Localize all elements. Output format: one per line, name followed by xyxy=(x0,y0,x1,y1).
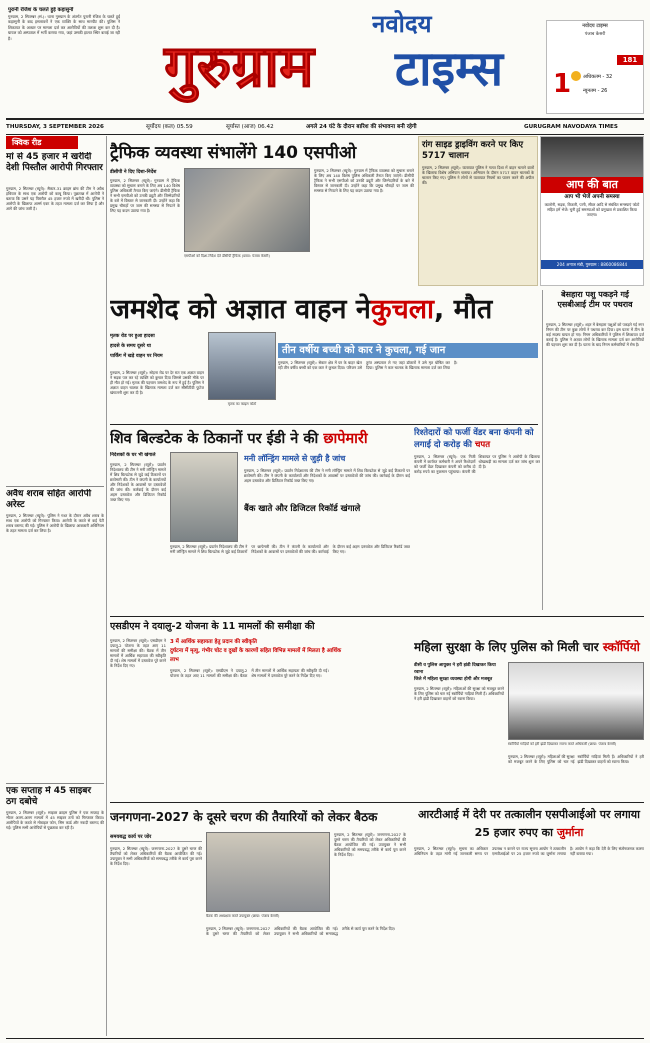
sunrise: सूर्योदय (कल) 05.59 xyxy=(146,124,193,130)
lead-headline: ट्रैफिक व्यवस्था संभालेंगे 140 एसपीओ xyxy=(110,143,357,163)
aap-ki-baat-image xyxy=(541,137,643,177)
top-left-headline: पुरानी रंजिश के चलते हुई कहासुनी xyxy=(8,7,74,13)
ed-text-col1: गुरुग्राम, 2 सितम्बर (ब्यूरो): प्रवर्तन निदेशालय की टीम ने मनी लॉन्ड्रिंग मामले में शिव बिल्डटेक से जुड़े कई ठिकानों पर छापेमारी की। टीम ने कंपनी के कार्यालयों और निदेशकों के आवासों पर दस्तावेजों की जांच की। कार्रवाई के दौरान कई अहम दस्तावेज और डिजिटल रिकॉर्ड जब्त किए गए। xyxy=(110,462,166,502)
top-left-text: गुरुग्राम, 2 सितम्बर (सं.): थाना गुरुग्राम के अंतर्गत पुरानी रंजिश के चलते हुई कहासुनी के बाद हमलावरों ने एक व्यक्ति के साथ मारपीट की। पुलिस ने शिकायत के आधार पर मामला दर्ज कर आरोपियों की तलाश शुरू कर दी है। घायल को अस्पताल में भर्ती कराया गया, जहां उसकी हालत स्थिर बताई जा रही है। xyxy=(8,14,120,41)
women-bullet: जिले में महिला सुरक्षा व्यवस्था होगी और मजबूत xyxy=(414,677,493,682)
lead-text-col2: गुरुग्राम, 2 सितम्बर (ब्यूरो): गुरुग्राम में ट्रैफिक व्यवस्था को सुचारू बनाने के लिए अब 140 विशेष पुलिस अधिकारी तैनात किए जाएंगे। डीसीपी ट्रैफिक ने सभी एसपीओ को उनकी ड्यूटी और जिम्मेदारियों के बारे में विस्तार से जानकारी दी। उन्होंने कहा कि प्रमुख चौराहों पर जाम की समस्या से निपटने के लिए यह कदम उठाया गया है। xyxy=(314,168,414,193)
rti-headline-red: जुर्माना xyxy=(556,826,584,839)
challan-text: गुरुग्राम, 2 सितम्बर (ब्यूरो): यातायात पुलिस ने गलत दिशा में वाहन चलाने वालों के खिलाफ विशेष अभियान चलाया। अभियान के दौरान 5717 वाहन चालकों के चालान किए गए। पुलिस ने लोगों से यातायात नियमों का पालन करने की अपील की। xyxy=(422,165,534,185)
bribe-text: गुरुग्राम, 2 सितम्बर (ब्यूरो): एक निजी कंपनी में कार्यरत कर्मचारी ने अपने रिश्तेदारों को फर्जी वेंडर दिखाकर कंपनी को करीब दो करोड़ रुपये का नुकसान पहुंचाया। कंपनी की शिकायत पर पुलिस ने आरोपी के खिलाफ धोखाधड़ी का मामला दर्ज कर जांच शुरू कर दी है। xyxy=(414,454,540,474)
main-photo xyxy=(208,332,276,400)
lead-photo xyxy=(184,168,310,252)
aap-ki-baat-title: आप की बात xyxy=(541,177,643,193)
right-story-headline: बेसहारा पशु पकड़ने गई एसबीआई टीम पर पथराव xyxy=(557,290,633,309)
quick-read-item-title: एक सप्ताह में 45 साइबर ठग दबोचे xyxy=(6,786,92,807)
edition-label: नवोदय टाइम्स xyxy=(582,23,608,29)
lead-subhead: डीसीपी ने दिए दिशा-निर्देश xyxy=(110,170,157,175)
sunset: सूर्यास्त (आज) 06.42 xyxy=(226,124,274,130)
lead-photo-caption: एसपीओ को दिशा-निर्देश देते डीसीपी ट्रैफिक (छाया: पंजाब केसरी) xyxy=(184,254,270,258)
weather-box xyxy=(546,20,644,114)
adm-bullet: दुर्घटना में मृत्यु, गंभीर चोट व दुखों के कारणों सहित विभिन्न मामलों में मिलता है आर्थिक लाभ xyxy=(170,648,342,663)
main-text: गुरुग्राम, 2 सितम्बर (ब्यूरो): सोहना रोड पर देर रात एक अज्ञात वाहन ने सड़क पार कर रहे व्यक्ति को कुचल दिया जिससे उसकी मौके पर ही मौत हो गई। मृतक की पहचान जमशेद के रूप में हुई है। पुलिस ने अज्ञात वाहन चालक के खिलाफ मामला दर्ज कर सीसीटीवी फुटेज खंगालनी शुरू कर दी है। xyxy=(110,370,204,395)
bribe-headline-part1: रिश्तेदारों को फर्जी वेंडर बना कंपनी को लगाई दो करोड़ की xyxy=(414,428,534,450)
census-text-col3: गुरुग्राम, 2 सितम्बर (ब्यूरो): जनगणना-2027 के दूसरे चरण की तैयारियों को लेकर अधिकारियों की बैठक आयोजित की गई। उपायुक्त ने सभी अधिकारियों को समयबद्ध तरीके से कार्य पूरा करने के निर्देश दिए। xyxy=(334,832,406,857)
main-headline-red: कुचला xyxy=(370,294,435,325)
challan-headline: रांग साइड ड्राइविंग करने पर किए 5717 चालान xyxy=(422,140,524,161)
women-headline xyxy=(414,635,644,659)
main-bullet: पार्किंग में खड़े वाहन पर नियम xyxy=(110,354,163,359)
bribe-headline-red: चपत xyxy=(474,440,491,450)
main-bullet: हादसे के समय दूसरे था xyxy=(110,344,151,349)
women-bullet: डीसी व पुलिस आयुक्त ने हरी झंडी दिखाकर किया रवाना xyxy=(414,663,496,675)
ed-subhead: मनी लॉन्ड्रिंग मामले से जुड़ी है जांच xyxy=(244,454,346,463)
section-rule xyxy=(110,424,538,425)
quick-read-item xyxy=(6,486,104,783)
women-headline-red: स्कॉर्पियो xyxy=(602,640,640,654)
quick-read-item-text: गुरुग्राम, 2 सितम्बर (ब्यूरो): साइबर क्राइम पुलिस ने एक सप्ताह के भीतर अलग-अलग मामलों में 45 साइबर ठगों को गिरफ्तार किया। आरोपियों के कब्जे से मोबाइल फोन, सिम कार्ड और नकदी बरामद की गई। पुलिस सभी आरोपियों से पूछताछ कर रही है। xyxy=(6,810,104,830)
aap-ki-baat-text: कालोनी, सड़क, बिजली, पानी, सीवर आदि से संबंधित समस्याएं फोटो सहित हमें भेजें। चुनी हुई समस्याओं को प्रमुखता से प्रकाशित किया जाएगा। xyxy=(544,202,640,217)
ed-headline-red: छापेमारी xyxy=(323,431,368,447)
masthead-title: गुरुग्राम xyxy=(164,32,314,100)
lead-text: गुरुग्राम, 2 सितम्बर (ब्यूरो): गुरुग्राम में ट्रैफिक व्यवस्था को सुचारू बनाने के लिए अब 140 विशेष पुलिस अधिकारी तैनात किए जाएंगे। डीसीपी ट्रैफिक ने सभी एसपीओ को उनकी ड्यूटी और जिम्मेदारियों के बारे में विस्तार से जानकारी दी। उन्होंने कहा कि प्रमुख चौराहों पर जाम की समस्या से निपटने के लिए यह कदम उठाया गया है। xyxy=(110,178,180,213)
right-column-story xyxy=(542,290,644,610)
ed-text-col3: गुरुग्राम, 2 सितम्बर (ब्यूरो): प्रवर्तन निदेशालय की टीम ने मनी लॉन्ड्रिंग मामले में शिव बिल्डटेक से जुड़े कई ठिकानों पर छापेमारी की। टीम ने कंपनी के कार्यालयों और निदेशकों के आवासों पर दस्तावेजों की जांच की। कार्रवाई के दौरान कई अहम दस्तावेज और डिजिटल रिकॉर्ड जब्त किए गए। xyxy=(170,544,410,554)
main-bullets xyxy=(110,332,204,368)
women-photo xyxy=(508,662,644,740)
weather-label: पंजाब केसरी xyxy=(584,32,606,37)
ed-headline-part1: शिव बिल्डटेक के ठिकानों पर ईडी ने की xyxy=(110,431,319,447)
adm-headline: एसडीएम ने दयालु-2 योजना के 11 मामलों की समीक्षा की xyxy=(110,621,315,632)
brand-top: नवोदय xyxy=(372,10,432,38)
rain-note: अगले 24 घंटे के दौरान बारिश की संभावना बनी रहेगी xyxy=(306,124,417,130)
quick-read-label: क्विक रीड xyxy=(6,136,78,149)
quick-read-item-text: गुरुग्राम, 2 सितम्बर (ब्यूरो): सैक्टर-31 क्राइम ब्रांच की टीम ने अवैध हथियार के साथ एक आरोपी को काबू किया। पूछताछ में आरोपी ने बताया कि उसने यह पिस्तौल 45 हजार रुपये में खरीदी थी। पुलिस ने आरोपी के खिलाफ आर्म्स एक्ट के तहत मामला दर्ज कर लिया है और आगे की जांच जारी है। xyxy=(6,186,104,211)
ed-bank-headline: बैंक खाते और डिजिटल रिकॉर्ड खंगाले xyxy=(244,504,361,514)
child-headline: तीन वर्षीय बच्ची को कार ने कुचला, गई जान xyxy=(278,343,538,358)
aap-ki-baat-subtitle: आप भी भेजें अपनी समस्या xyxy=(564,194,620,200)
women-headline-part1: महिला सुरक्षा के लिए पुलिस को मिली चार xyxy=(414,640,599,654)
paper-name: GURUGRAM NAVODAYA TIMES xyxy=(524,124,618,130)
women-text-col2: गुरुग्राम, 2 सितम्बर (ब्यूरो): महिलाओं की सुरक्षा को मजबूत करने के लिए पुलिस को चार नई स्कॉर्पियो गाड़ियां मिली हैं। अधिकारियों ने हरी झंडी दिखाकर वाहनों को रवाना किया। xyxy=(508,754,644,764)
quick-read-item xyxy=(6,152,104,486)
census-photo xyxy=(206,832,330,912)
adm-text-cols: गुरुग्राम, 2 सितम्बर (ब्यूरो): एसडीएम ने दयालु-2 योजना के तहत आए 11 मामलों की समीक्षा की। बैठक में तीन मामलों में आर्थिक सहायता की स्वीकृति दी गई। शेष मामलों में दस्तावेज पूरे करने के निर्देश दिए गए। xyxy=(170,668,329,678)
census-text: गुरुग्राम, 2 सितम्बर (ब्यूरो): जनगणना-2027 के दूसरे चरण की तैयारियों को लेकर अधिकारियों की बैठक आयोजित की गई। उपायुक्त ने सभी अधिकारियों को समयबद्ध तरीके से कार्य पूरा करने के निर्देश दिए। xyxy=(110,846,202,866)
column-divider xyxy=(106,136,107,1036)
rti-headline-part1: आरटीआई में देरी पर तत्कालीन एसपीआईओ पर लगाया 25 हजार रुपए का xyxy=(417,808,641,839)
women-text: गुरुग्राम, 2 सितम्बर (ब्यूरो): महिलाओं की सुरक्षा को मजबूत करने के लिए पुलिस को चार नई स्कॉर्पियो गाड़ियां मिली हैं। अधिकारियों ने हरी झंडी दिखाकर वाहनों को रवाना किया। xyxy=(414,686,504,701)
right-story-text: गुरुग्राम, 2 सितम्बर (ब्यूरो): शहर में बेसहारा पशुओं को पकड़ने गई नगर निगम की टीम पर कुछ लोगों ने पथराव कर दिया। इस घटना में टीम के कई सदस्य घायल हो गए। निगम अधिकारियों ने पुलिस में शिकायत दर्ज कराई है। पुलिस ने अज्ञात लोगों के खिलाफ मामला दर्ज कर आरोपियों की पहचान शुरू कर दी है। घटना के बाद निगम कर्मचारियों में रोष है। xyxy=(546,322,644,347)
adm-bullets xyxy=(170,638,350,666)
bribe-headline xyxy=(414,427,540,451)
quick-read-column xyxy=(6,136,104,1036)
weather-day: 1 xyxy=(553,69,572,99)
ed-headline xyxy=(110,427,410,451)
rti-text: गुरुग्राम, 2 सितम्बर (ब्यूरो): सूचना का अधिकार अधिनियम के तहत मांगी गई जानकारी समय पर उपलब्ध न कराने पर राज्य सूचना आयोग ने तत्कालीन एसपीआईओ पर 25 हजार रुपये का जुर्माना लगाया है। आयोग ने कहा कि देरी के लिए संतोषजनक कारण नहीं बताया गया। xyxy=(414,846,644,856)
aap-ki-baat-box xyxy=(540,136,644,286)
weather-pages-badge: 181 xyxy=(617,55,643,65)
main-headline-part1: जमशेद को अज्ञात वाहन ने xyxy=(110,294,371,325)
census-text-cols: गुरुग्राम, 2 सितम्बर (ब्यूरो): जनगणना-2027 के दूसरे चरण की तैयारियों को लेकर अधिकारियों की बैठक आयोजित की गई। उपायुक्त ने सभी अधिकारियों को समयबद्ध तरीके से कार्य पूरा करने के निर्देश दिए। xyxy=(206,926,396,936)
issue-date: THURSDAY, 3 SEPTEMBER 2026 xyxy=(6,124,104,130)
main-headline xyxy=(110,290,538,330)
brand-bottom: टाइम्स xyxy=(394,41,504,97)
women-photo-caption: स्कॉर्पियो गाड़ियों को हरी झंडी दिखाकर रवाना करते अधिकारी (छाया: पंजाब केसरी) xyxy=(508,742,617,746)
quick-read-item-title: अवैध शराब सहित आरोपी अरेस्ट xyxy=(6,489,92,510)
date-bar-rule xyxy=(6,134,644,135)
quick-read-item-text: गुरुग्राम, 2 सितम्बर (ब्यूरो): पुलिस ने गश्त के दौरान अवैध शराब के साथ एक आरोपी को गिरफ्तार किया। आरोपी के कब्जे से कई पेटी शराब बरामद की गई। पुलिस ने आरोपी के खिलाफ आबकारी अधिनियम के तहत मामला दर्ज कर लिया है। xyxy=(6,513,104,533)
bottom-rule xyxy=(6,1038,644,1039)
aap-ki-baat-contact: 204 अनाज मंडी, गुरुग्राम : 8860086844 xyxy=(541,260,643,269)
section-rule xyxy=(110,802,644,803)
main-headline-part2: , मौत xyxy=(434,294,493,325)
top-left-brief xyxy=(8,7,120,99)
masthead-rule xyxy=(6,118,644,120)
census-photo-caption: बैठक की अध्यक्षता करते उपायुक्त (छाया: पंजाब केसरी) xyxy=(206,914,280,918)
challan-box xyxy=(418,136,538,286)
quick-read-item xyxy=(6,783,104,1036)
census-side-bullet: समयबद्ध कार्य पर जोर xyxy=(110,832,202,842)
child-text: गुरुग्राम, 2 सितम्बर (ब्यूरो): सेक्टर क्षेत्र में घर के बाहर खेल रही तीन वर्षीय बच्ची को एक कार ने कुचल दिया। परिजन उसे तुरंत अस्पताल ले गए जहां डॉक्टरों ने उसे मृत घोषित कर दिया। पुलिस ने कार चालक के खिलाफ मामला दर्ज कर लिया है। xyxy=(278,360,458,370)
weather-sun-icon xyxy=(571,71,581,81)
ed-text-col2: गुरुग्राम, 2 सितम्बर (ब्यूरो): प्रवर्तन निदेशालय की टीम ने मनी लॉन्ड्रिंग मामले में शिव बिल्डटेक से जुड़े कई ठिकानों पर छापेमारी की। टीम ने कंपनी के कार्यालयों और निदेशकों के आवासों पर दस्तावेजों की जांच की। कार्रवाई के दौरान कई अहम दस्तावेज और डिजिटल रिकॉर्ड जब्त किए गए। xyxy=(244,468,410,483)
census-headline: जनगणना-2027 के दूसरे चरण की तैयारियों को लेकर बैठक xyxy=(110,810,378,824)
rti-headline xyxy=(414,806,644,842)
quick-read-item-title: मां से 45 हजार में खरीदी देशी पिस्तौल आरोपी गिरफ्तार xyxy=(6,152,103,173)
date-bar xyxy=(6,121,644,133)
weather-min: न्यूनतम - 26 xyxy=(583,88,608,94)
ed-photo xyxy=(170,452,238,542)
adm-bullet: 3 में आर्थिक सहायता हेतु प्रदान की स्वीकृति xyxy=(170,639,257,645)
ed-side-bullet: निदेशकों के घर भी खंगाले xyxy=(110,453,156,458)
adm-text: गुरुग्राम, 2 सितम्बर (ब्यूरो): एसडीएम ने दयालु-2 योजना के तहत आए 11 मामलों की समीक्षा की। बैठक में तीन मामलों में आर्थिक सहायता की स्वीकृति दी गई। शेष मामलों में दस्तावेज पूरे करने के निर्देश दिए गए। xyxy=(110,638,166,668)
main-photo-caption: मृतक का फाइल फोटो xyxy=(227,402,257,406)
section-rule xyxy=(110,616,644,617)
main-bullet: मृतक रोड पर हुआ हादसा xyxy=(110,334,155,339)
weather-max: अधिकतम - 32 xyxy=(583,74,613,80)
women-bullets xyxy=(414,662,504,684)
